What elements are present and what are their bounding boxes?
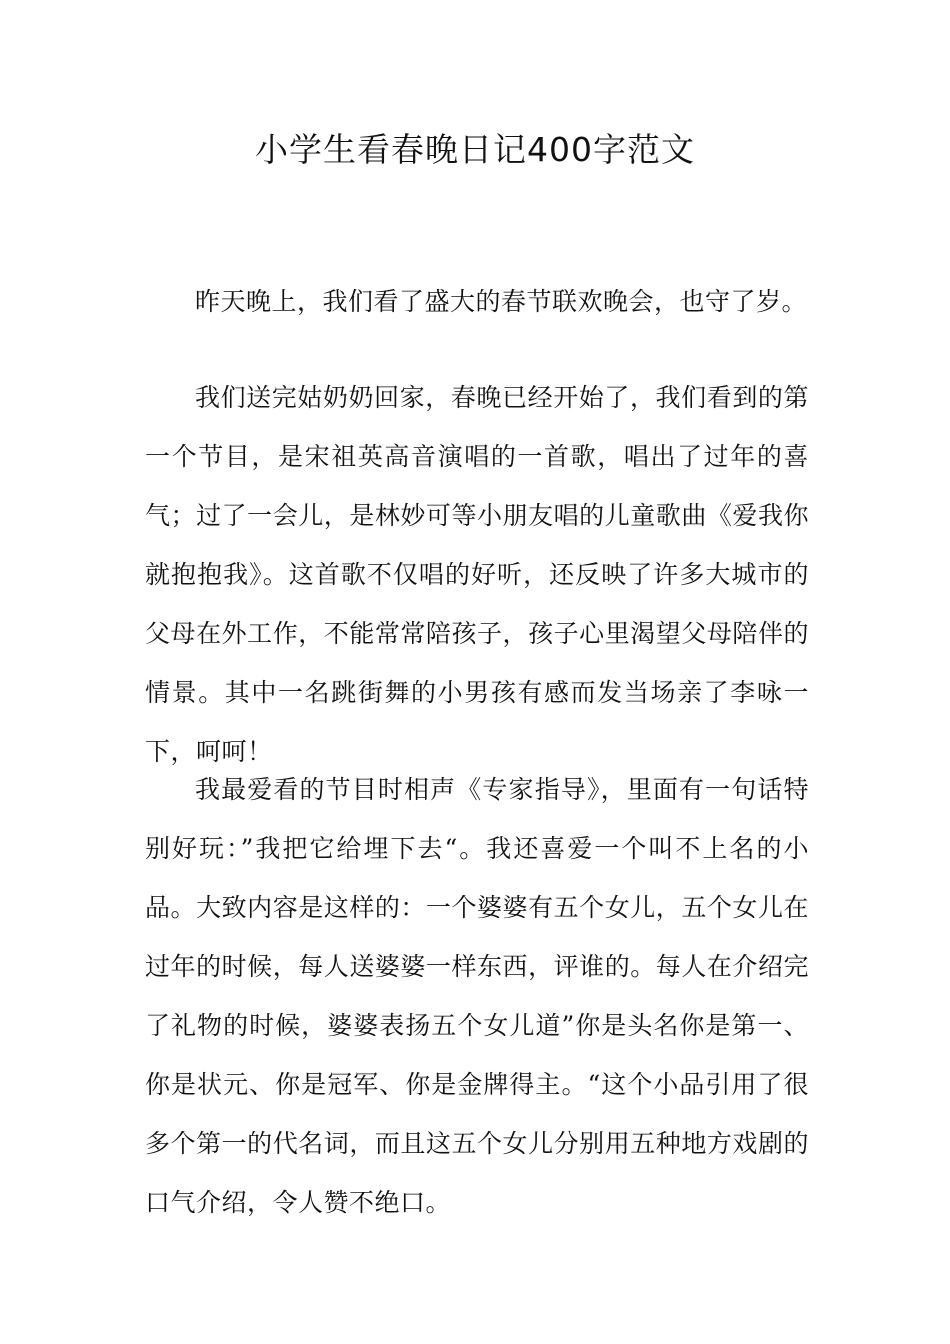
paragraph-3: 我最爱看的节目时相声《专家指导》，里面有一句话特别好玩：”我把它给埋下去“。我还喜爱一个叫不上名的小品。大致内容是这样的：一个婆婆有五个女儿，五个女儿在过年的时候，每人送婆婆一样东西，评谁的。每人在介绍完了礼物的时候，婆婆表扬五个女儿道”你是头名你是第一、你是状元、你是冠军、你是金牌得主。“这个小品引用了很多个第一的代名词，而且这五个女儿分别用五种地方戏剧的口气介绍，令人赞不绝口。	[145, 775, 809, 1217]
page-title: 小学生看春晚日记400字范文	[255, 130, 695, 169]
paragraph-1: 昨天晚上，我们看了盛大的春节联欢晚会，也守了岁。	[195, 287, 808, 316]
paragraph-2: 我们送完姑奶奶回家，春晚已经开始了，我们看到的第一个节目，是宋祖英高音演唱的一首歌，唱出了过年的喜气；过了一会儿，是林妙可等小朋友唱的儿童歌曲《爱我你就抱抱我》。这首歌不仅唱的好听，还反映了许多大城市的父母在外工作，不能常常陪孩子，孩子心里渴望父母陪伴的情景。其中一名跳街舞的小男孩有感而发当场亲了李咏一下，呵呵！	[145, 383, 809, 766]
